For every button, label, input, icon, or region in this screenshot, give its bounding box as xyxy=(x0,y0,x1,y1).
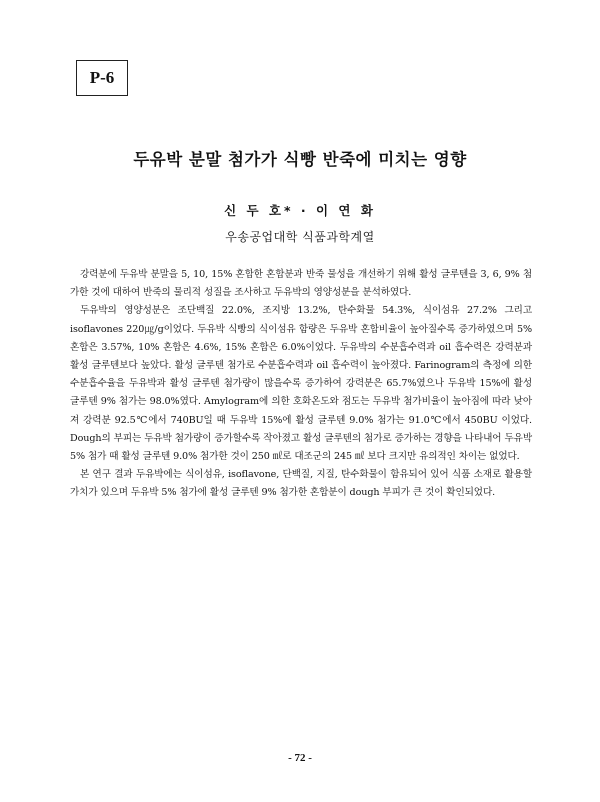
author-list: 신 두 호* · 이 연 화 xyxy=(224,203,376,218)
abstract-paragraph: 강력분에 두유박 분말을 5, 10, 15% 혼합한 혼합분과 반죽 물성을 개선하기 위해 활성 글루텐을 3, 6, 9% 첨가한 것에 대하여 반죽의 물리적 성질을 조사하고 두유박의 영양성분을 분석하였다. xyxy=(70,269,532,299)
abstract-paragraph: 두유박의 영양성분은 조단백질 22.0%, 조지방 13.2%, 탄수화물 54.3%, 식이섬유 27.2% 그리고 isoflavones 220㎍/g이었다. 두유박 식빵의 식이섬유 함량은 두유박 혼합비율이 높아질수록 증가하였으며 5% 혼합은 3.57%, 10% 혼합은 4.6%, 15% 혼합은 6.0%이었다. 두유박의 수분흡수력과 oil 흡수력은 강력분과 활성 글루텐보다 높았다. 활성 글루텐 첨가로 수분흡수력과 oil 흡수력이 높아졌다. Farinogram의 측정에 의한 수분흡수율을 두유박과 활성 글루텐 첨가량이 많을수록 증가하여 강력분은 65.7%였으나 두유박 15%에 활성 글루텐 9% 첨가는 98.0%였다. Amylogram에 의한 호화온도와 점도는 두유박 첨가비율이 높아짐에 따라 낮아져 강력분 92.5℃에서 740BU일 때 두유박 15%에 활성 글루텐 9.0% 첨가는 91.0℃에서 450BU 이었다. Dough의 부피는 두유박 첨가량이 증가할수록 작아졌고 활성 글루텐의 첨가로 증가하는 경향을 나타내어 두유박 5% 첨가 때 활성 글루텐 9.0% 첨가한 것이 250 ㎖로 대조군의 245 ㎖ 보다 크지만 유의적인 차이는 없었다. xyxy=(70,305,532,463)
page-number: - 72 - xyxy=(288,752,312,764)
abstract-body xyxy=(70,266,532,503)
paper-title: 두유박 분말 첨가가 식빵 반죽에 미치는 영향 xyxy=(133,150,467,169)
abstract-paragraph: 본 연구 결과 두유박에는 식이섬유, isoflavone, 단백질, 지질, 탄수화물이 함유되어 있어 식품 소재로 활용할 가치가 있으며 두유박 5% 첨가에 활성 글루텐 9% 첨가한 혼합분이 dough 부피가 큰 것이 확인되었다. xyxy=(70,469,532,499)
presentation-code-box xyxy=(76,60,128,96)
presentation-code: P-6 xyxy=(89,68,115,87)
affiliation: 우송공업대학 식품과학계열 xyxy=(225,230,375,244)
